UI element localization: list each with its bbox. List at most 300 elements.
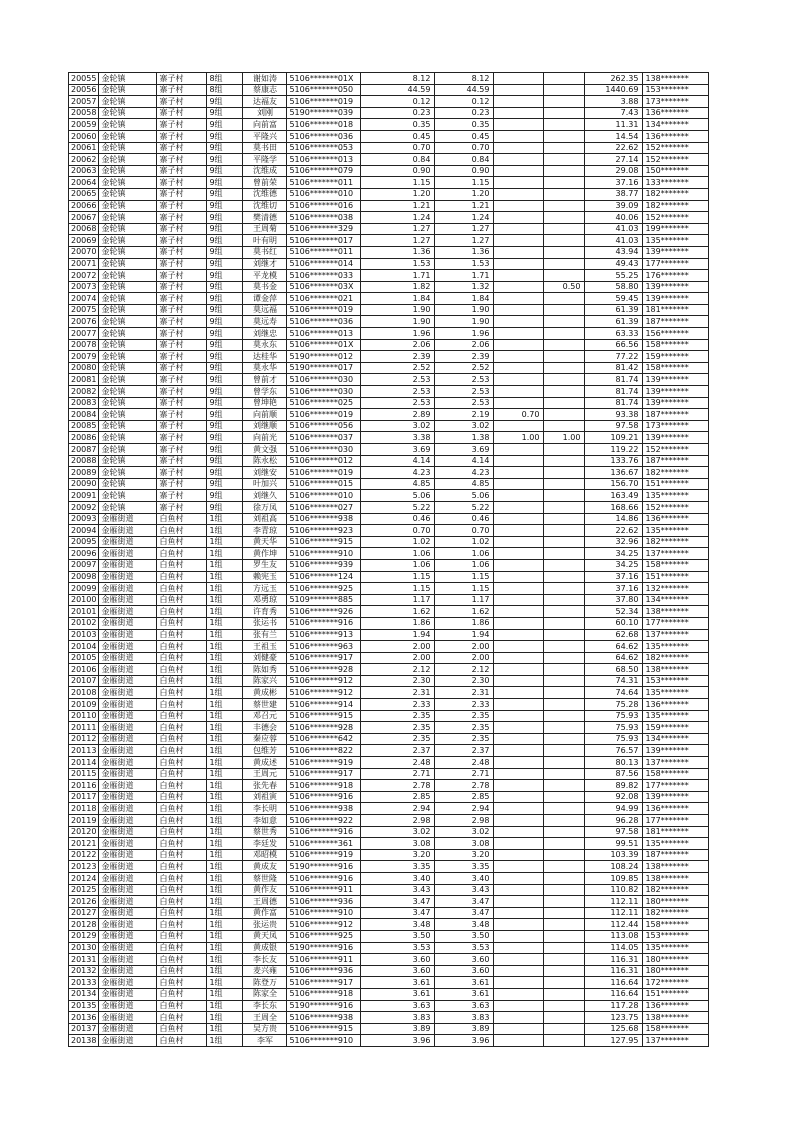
cell-total-area: 4.14 bbox=[361, 455, 435, 467]
cell-town: 金雁街道 bbox=[99, 977, 157, 989]
cell-amount: 3.88 bbox=[585, 96, 643, 108]
cell-area-c bbox=[544, 119, 585, 131]
cell-id-number: 5106*******916 bbox=[287, 872, 361, 884]
cell-id-number: 5106*******938 bbox=[287, 1012, 361, 1024]
cell-row-number: 20064 bbox=[69, 177, 99, 189]
cell-area-b bbox=[494, 304, 544, 316]
cell-name: 沈维成 bbox=[243, 165, 287, 177]
cell-area-b bbox=[494, 212, 544, 224]
cell-name: 麦兴雍 bbox=[243, 965, 287, 977]
cell-group: 1组 bbox=[207, 617, 243, 629]
cell-area-c bbox=[544, 675, 585, 687]
cell-amount: 52.34 bbox=[585, 606, 643, 618]
cell-area-c bbox=[544, 536, 585, 548]
cell-row-number: 20057 bbox=[69, 96, 99, 108]
cell-row-number: 20056 bbox=[69, 84, 99, 96]
cell-phone: 176******* bbox=[643, 270, 709, 282]
cell-area-b bbox=[494, 884, 544, 896]
cell-name: 丰德会 bbox=[243, 722, 287, 734]
cell-village: 寨子村 bbox=[157, 409, 207, 421]
cell-area-a: 2.06 bbox=[435, 339, 494, 351]
cell-total-area: 2.12 bbox=[361, 664, 435, 676]
cell-phone: 159******* bbox=[643, 722, 709, 734]
cell-group: 1组 bbox=[207, 942, 243, 954]
cell-group: 1组 bbox=[207, 861, 243, 873]
cell-town: 金雁街道 bbox=[99, 896, 157, 908]
table-row bbox=[69, 293, 709, 305]
cell-amount: 34.25 bbox=[585, 559, 643, 571]
cell-amount: 262.35 bbox=[585, 73, 643, 85]
cell-area-c bbox=[544, 977, 585, 989]
cell-phone: 132******* bbox=[643, 583, 709, 595]
cell-town: 金雁街道 bbox=[99, 571, 157, 583]
cell-area-b bbox=[494, 629, 544, 641]
cell-area-b bbox=[494, 1023, 544, 1035]
cell-name: 莫书田 bbox=[243, 142, 287, 154]
cell-row-number: 20069 bbox=[69, 235, 99, 247]
cell-group: 1组 bbox=[207, 896, 243, 908]
cell-area-a: 1.71 bbox=[435, 270, 494, 282]
cell-area-a: 2.71 bbox=[435, 768, 494, 780]
cell-area-b bbox=[494, 374, 544, 386]
cell-name: 王周德 bbox=[243, 896, 287, 908]
cell-village: 白鱼村 bbox=[157, 930, 207, 942]
cell-row-number: 20136 bbox=[69, 1012, 99, 1024]
cell-total-area: 1.96 bbox=[361, 328, 435, 340]
cell-area-c bbox=[544, 513, 585, 525]
table-row bbox=[69, 768, 709, 780]
cell-group: 1组 bbox=[207, 977, 243, 989]
cell-phone: 182******* bbox=[643, 652, 709, 664]
cell-area-c bbox=[544, 467, 585, 479]
cell-amount: 97.58 bbox=[585, 826, 643, 838]
cell-row-number: 20138 bbox=[69, 1035, 99, 1047]
table-row bbox=[69, 212, 709, 224]
cell-total-area: 1.15 bbox=[361, 571, 435, 583]
table-row bbox=[69, 96, 709, 108]
cell-area-a: 3.63 bbox=[435, 1000, 494, 1012]
cell-id-number: 5106*******030 bbox=[287, 386, 361, 398]
cell-village: 白鱼村 bbox=[157, 1012, 207, 1024]
cell-area-b bbox=[494, 919, 544, 931]
cell-village: 白鱼村 bbox=[157, 896, 207, 908]
cell-village: 白鱼村 bbox=[157, 652, 207, 664]
cell-id-number: 5106*******015 bbox=[287, 478, 361, 490]
cell-name: 谢如涛 bbox=[243, 73, 287, 85]
cell-id-number: 5106*******019 bbox=[287, 304, 361, 316]
cell-area-a: 3.61 bbox=[435, 988, 494, 1000]
cell-id-number: 5106*******926 bbox=[287, 606, 361, 618]
cell-phone: 159******* bbox=[643, 351, 709, 363]
cell-village: 白鱼村 bbox=[157, 536, 207, 548]
cell-id-number: 5106*******822 bbox=[287, 745, 361, 757]
cell-amount: 87.56 bbox=[585, 768, 643, 780]
cell-area-c bbox=[544, 594, 585, 606]
cell-town: 金轮镇 bbox=[99, 304, 157, 316]
cell-group: 9组 bbox=[207, 212, 243, 224]
cell-name: 包维芳 bbox=[243, 745, 287, 757]
cell-phone: 152******* bbox=[643, 154, 709, 166]
cell-village: 寨子村 bbox=[157, 281, 207, 293]
cell-area-c bbox=[544, 896, 585, 908]
cell-phone: 138******* bbox=[643, 1012, 709, 1024]
cell-total-area: 0.90 bbox=[361, 165, 435, 177]
cell-total-area: 0.84 bbox=[361, 154, 435, 166]
cell-group: 1组 bbox=[207, 791, 243, 803]
cell-amount: 81.42 bbox=[585, 362, 643, 374]
cell-village: 寨子村 bbox=[157, 444, 207, 456]
cell-row-number: 20130 bbox=[69, 942, 99, 954]
cell-village: 白鱼村 bbox=[157, 606, 207, 618]
cell-area-a: 3.02 bbox=[435, 420, 494, 432]
cell-name: 蔡世建 bbox=[243, 699, 287, 711]
cell-group: 1组 bbox=[207, 675, 243, 687]
cell-village: 寨子村 bbox=[157, 73, 207, 85]
cell-row-number: 20110 bbox=[69, 710, 99, 722]
cell-village: 白鱼村 bbox=[157, 768, 207, 780]
cell-phone: 158******* bbox=[643, 919, 709, 931]
cell-total-area: 1.06 bbox=[361, 559, 435, 571]
cell-area-c bbox=[544, 165, 585, 177]
cell-name: 沈维德 bbox=[243, 188, 287, 200]
cell-area-b bbox=[494, 617, 544, 629]
cell-area-c bbox=[544, 525, 585, 537]
cell-town: 金轮镇 bbox=[99, 119, 157, 131]
cell-id-number: 5106*******916 bbox=[287, 791, 361, 803]
cell-total-area: 0.35 bbox=[361, 119, 435, 131]
cell-area-b bbox=[494, 223, 544, 235]
cell-area-b bbox=[494, 826, 544, 838]
table-row bbox=[69, 1023, 709, 1035]
cell-name: 黄成友 bbox=[243, 861, 287, 873]
cell-total-area: 3.96 bbox=[361, 1035, 435, 1047]
cell-village: 白鱼村 bbox=[157, 699, 207, 711]
cell-total-area: 2.53 bbox=[361, 386, 435, 398]
cell-row-number: 20126 bbox=[69, 896, 99, 908]
table-row bbox=[69, 559, 709, 571]
cell-group: 1组 bbox=[207, 919, 243, 931]
table-row bbox=[69, 930, 709, 942]
cell-area-c bbox=[544, 757, 585, 769]
cell-town: 金轮镇 bbox=[99, 397, 157, 409]
cell-area-b bbox=[494, 1035, 544, 1047]
cell-name: 刘继才 bbox=[243, 258, 287, 270]
cell-group: 1组 bbox=[207, 722, 243, 734]
cell-name: 黄天华 bbox=[243, 536, 287, 548]
cell-id-number: 5106*******019 bbox=[287, 409, 361, 421]
cell-name: 邓昭模 bbox=[243, 849, 287, 861]
cell-town: 金轮镇 bbox=[99, 165, 157, 177]
cell-area-a: 2.52 bbox=[435, 362, 494, 374]
cell-area-c bbox=[544, 351, 585, 363]
cell-group: 1组 bbox=[207, 710, 243, 722]
cell-village: 寨子村 bbox=[157, 351, 207, 363]
cell-group: 9组 bbox=[207, 107, 243, 119]
cell-town: 金雁街道 bbox=[99, 803, 157, 815]
cell-amount: 74.31 bbox=[585, 675, 643, 687]
cell-row-number: 20107 bbox=[69, 675, 99, 687]
cell-row-number: 20127 bbox=[69, 907, 99, 919]
table-body bbox=[69, 73, 709, 1047]
cell-group: 1组 bbox=[207, 641, 243, 653]
cell-total-area: 1.15 bbox=[361, 177, 435, 189]
cell-name: 许育秀 bbox=[243, 606, 287, 618]
cell-area-b bbox=[494, 745, 544, 757]
cell-total-area: 1.02 bbox=[361, 536, 435, 548]
cell-village: 寨子村 bbox=[157, 246, 207, 258]
cell-name: 陈家兴 bbox=[243, 675, 287, 687]
cell-amount: 81.74 bbox=[585, 397, 643, 409]
cell-village: 寨子村 bbox=[157, 258, 207, 270]
cell-area-b bbox=[494, 954, 544, 966]
cell-total-area: 3.83 bbox=[361, 1012, 435, 1024]
cell-id-number: 5106*******010 bbox=[287, 188, 361, 200]
cell-id-number: 5106*******642 bbox=[287, 733, 361, 745]
cell-total-area: 1.06 bbox=[361, 548, 435, 560]
cell-village: 白鱼村 bbox=[157, 988, 207, 1000]
cell-group: 9组 bbox=[207, 374, 243, 386]
cell-name: 王周菊 bbox=[243, 223, 287, 235]
cell-row-number: 20096 bbox=[69, 548, 99, 560]
cell-name: 沈维切 bbox=[243, 200, 287, 212]
cell-name: 黄作富 bbox=[243, 907, 287, 919]
cell-row-number: 20089 bbox=[69, 467, 99, 479]
cell-village: 白鱼村 bbox=[157, 722, 207, 734]
cell-amount: 119.22 bbox=[585, 444, 643, 456]
cell-town: 金雁街道 bbox=[99, 594, 157, 606]
cell-village: 白鱼村 bbox=[157, 733, 207, 745]
cell-area-c bbox=[544, 142, 585, 154]
cell-total-area: 0.70 bbox=[361, 142, 435, 154]
cell-row-number: 20116 bbox=[69, 780, 99, 792]
cell-total-area: 1.84 bbox=[361, 293, 435, 305]
cell-group: 9组 bbox=[207, 223, 243, 235]
cell-area-b bbox=[494, 907, 544, 919]
cell-area-a: 1.94 bbox=[435, 629, 494, 641]
cell-area-b bbox=[494, 84, 544, 96]
cell-row-number: 20085 bbox=[69, 420, 99, 432]
cell-area-b bbox=[494, 478, 544, 490]
table-row bbox=[69, 548, 709, 560]
cell-village: 白鱼村 bbox=[157, 525, 207, 537]
cell-id-number: 5106*******938 bbox=[287, 803, 361, 815]
cell-phone: 182******* bbox=[643, 467, 709, 479]
cell-area-b bbox=[494, 154, 544, 166]
cell-town: 金雁街道 bbox=[99, 757, 157, 769]
cell-id-number: 5106*******03X bbox=[287, 281, 361, 293]
cell-area-b bbox=[494, 606, 544, 618]
cell-row-number: 20119 bbox=[69, 815, 99, 827]
cell-area-a: 2.30 bbox=[435, 675, 494, 687]
cell-town: 金轮镇 bbox=[99, 316, 157, 328]
cell-town: 金轮镇 bbox=[99, 432, 157, 444]
cell-village: 寨子村 bbox=[157, 328, 207, 340]
cell-area-b bbox=[494, 815, 544, 827]
cell-phone: 152******* bbox=[643, 501, 709, 513]
cell-phone: 177******* bbox=[643, 258, 709, 270]
cell-total-area: 3.60 bbox=[361, 965, 435, 977]
cell-area-a: 44.59 bbox=[435, 84, 494, 96]
cell-id-number: 5106*******915 bbox=[287, 710, 361, 722]
cell-id-number: 5106*******919 bbox=[287, 849, 361, 861]
cell-town: 金雁街道 bbox=[99, 525, 157, 537]
cell-town: 金轮镇 bbox=[99, 212, 157, 224]
cell-total-area: 0.46 bbox=[361, 513, 435, 525]
cell-total-area: 0.45 bbox=[361, 130, 435, 142]
cell-amount: 7.43 bbox=[585, 107, 643, 119]
cell-area-c bbox=[544, 583, 585, 595]
cell-area-b bbox=[494, 583, 544, 595]
cell-area-a: 0.90 bbox=[435, 165, 494, 177]
cell-row-number: 20074 bbox=[69, 293, 99, 305]
cell-id-number: 5106*******033 bbox=[287, 270, 361, 282]
cell-id-number: 5106*******030 bbox=[287, 374, 361, 386]
cell-village: 寨子村 bbox=[157, 96, 207, 108]
cell-phone: 139******* bbox=[643, 432, 709, 444]
cell-village: 寨子村 bbox=[157, 119, 207, 131]
cell-amount: 112.11 bbox=[585, 907, 643, 919]
cell-town: 金雁街道 bbox=[99, 745, 157, 757]
cell-town: 金雁街道 bbox=[99, 652, 157, 664]
cell-phone: 153******* bbox=[643, 930, 709, 942]
table-row bbox=[69, 687, 709, 699]
cell-row-number: 20129 bbox=[69, 930, 99, 942]
table-row bbox=[69, 281, 709, 293]
table-row bbox=[69, 386, 709, 398]
cell-id-number: 5190*******012 bbox=[287, 351, 361, 363]
cell-area-c bbox=[544, 849, 585, 861]
cell-total-area: 2.53 bbox=[361, 374, 435, 386]
cell-name: 向前光 bbox=[243, 432, 287, 444]
cell-id-number: 5190*******039 bbox=[287, 107, 361, 119]
cell-town: 金轮镇 bbox=[99, 246, 157, 258]
cell-name: 叶加兴 bbox=[243, 478, 287, 490]
cell-phone: 158******* bbox=[643, 362, 709, 374]
cell-area-c bbox=[544, 130, 585, 142]
cell-group: 9组 bbox=[207, 96, 243, 108]
cell-phone: 139******* bbox=[643, 745, 709, 757]
cell-row-number: 20118 bbox=[69, 803, 99, 815]
cell-row-number: 20137 bbox=[69, 1023, 99, 1035]
cell-area-a: 2.35 bbox=[435, 710, 494, 722]
cell-amount: 103.39 bbox=[585, 849, 643, 861]
cell-village: 白鱼村 bbox=[157, 791, 207, 803]
cell-id-number: 5106*******910 bbox=[287, 907, 361, 919]
cell-group: 1组 bbox=[207, 606, 243, 618]
cell-town: 金轮镇 bbox=[99, 490, 157, 502]
cell-group: 9组 bbox=[207, 246, 243, 258]
cell-village: 白鱼村 bbox=[157, 803, 207, 815]
cell-group: 9组 bbox=[207, 444, 243, 456]
table-row bbox=[69, 525, 709, 537]
cell-total-area: 3.43 bbox=[361, 884, 435, 896]
cell-name: 平隆学 bbox=[243, 154, 287, 166]
cell-village: 白鱼村 bbox=[157, 1035, 207, 1047]
cell-area-b bbox=[494, 501, 544, 513]
cell-area-c bbox=[544, 212, 585, 224]
cell-village: 寨子村 bbox=[157, 270, 207, 282]
cell-phone: 151******* bbox=[643, 988, 709, 1000]
cell-area-b bbox=[494, 177, 544, 189]
cell-name: 樊清德 bbox=[243, 212, 287, 224]
cell-name: 刘继忠 bbox=[243, 328, 287, 340]
cell-amount: 116.31 bbox=[585, 965, 643, 977]
cell-total-area: 0.70 bbox=[361, 525, 435, 537]
cell-town: 金雁街道 bbox=[99, 1035, 157, 1047]
data-table bbox=[68, 72, 709, 1047]
cell-group: 9组 bbox=[207, 293, 243, 305]
cell-total-area: 0.23 bbox=[361, 107, 435, 119]
cell-total-area: 1.82 bbox=[361, 281, 435, 293]
cell-row-number: 20132 bbox=[69, 965, 99, 977]
cell-town: 金轮镇 bbox=[99, 223, 157, 235]
cell-id-number: 5106*******928 bbox=[287, 722, 361, 734]
cell-phone: 135******* bbox=[643, 942, 709, 954]
cell-phone: 150******* bbox=[643, 165, 709, 177]
cell-name: 李长友 bbox=[243, 954, 287, 966]
cell-town: 金轮镇 bbox=[99, 270, 157, 282]
cell-area-b bbox=[494, 594, 544, 606]
cell-amount: 61.39 bbox=[585, 304, 643, 316]
cell-area-b bbox=[494, 362, 544, 374]
table-row bbox=[69, 235, 709, 247]
cell-area-b bbox=[494, 733, 544, 745]
cell-name: 罗生友 bbox=[243, 559, 287, 571]
cell-area-c: 1.00 bbox=[544, 432, 585, 444]
cell-area-b bbox=[494, 339, 544, 351]
cell-total-area: 44.59 bbox=[361, 84, 435, 96]
cell-village: 白鱼村 bbox=[157, 780, 207, 792]
cell-id-number: 5106*******936 bbox=[287, 896, 361, 908]
cell-phone: 139******* bbox=[643, 397, 709, 409]
cell-village: 白鱼村 bbox=[157, 884, 207, 896]
cell-town: 金雁街道 bbox=[99, 536, 157, 548]
cell-id-number: 5106*******025 bbox=[287, 397, 361, 409]
cell-row-number: 20081 bbox=[69, 374, 99, 386]
table-row bbox=[69, 1012, 709, 1024]
cell-row-number: 20093 bbox=[69, 513, 99, 525]
cell-group: 1组 bbox=[207, 1023, 243, 1035]
cell-row-number: 20084 bbox=[69, 409, 99, 421]
cell-town: 金轮镇 bbox=[99, 258, 157, 270]
cell-area-c bbox=[544, 884, 585, 896]
cell-area-c bbox=[544, 316, 585, 328]
cell-area-a: 1.20 bbox=[435, 188, 494, 200]
cell-phone: 199******* bbox=[643, 223, 709, 235]
cell-name: 李廷发 bbox=[243, 838, 287, 850]
cell-area-b bbox=[494, 872, 544, 884]
cell-village: 白鱼村 bbox=[157, 571, 207, 583]
cell-row-number: 20125 bbox=[69, 884, 99, 896]
cell-id-number: 5106*******923 bbox=[287, 525, 361, 537]
cell-row-number: 20080 bbox=[69, 362, 99, 374]
table-row bbox=[69, 501, 709, 513]
table-row bbox=[69, 165, 709, 177]
cell-town: 金雁街道 bbox=[99, 675, 157, 687]
cell-phone: 158******* bbox=[643, 1023, 709, 1035]
cell-phone: 180******* bbox=[643, 896, 709, 908]
cell-amount: 34.25 bbox=[585, 548, 643, 560]
cell-row-number: 20134 bbox=[69, 988, 99, 1000]
cell-group: 9组 bbox=[207, 258, 243, 270]
cell-area-a: 1.32 bbox=[435, 281, 494, 293]
cell-row-number: 20112 bbox=[69, 733, 99, 745]
cell-area-c bbox=[544, 907, 585, 919]
cell-area-a: 1.27 bbox=[435, 235, 494, 247]
cell-area-a: 2.31 bbox=[435, 687, 494, 699]
cell-town: 金轮镇 bbox=[99, 455, 157, 467]
cell-village: 寨子村 bbox=[157, 490, 207, 502]
